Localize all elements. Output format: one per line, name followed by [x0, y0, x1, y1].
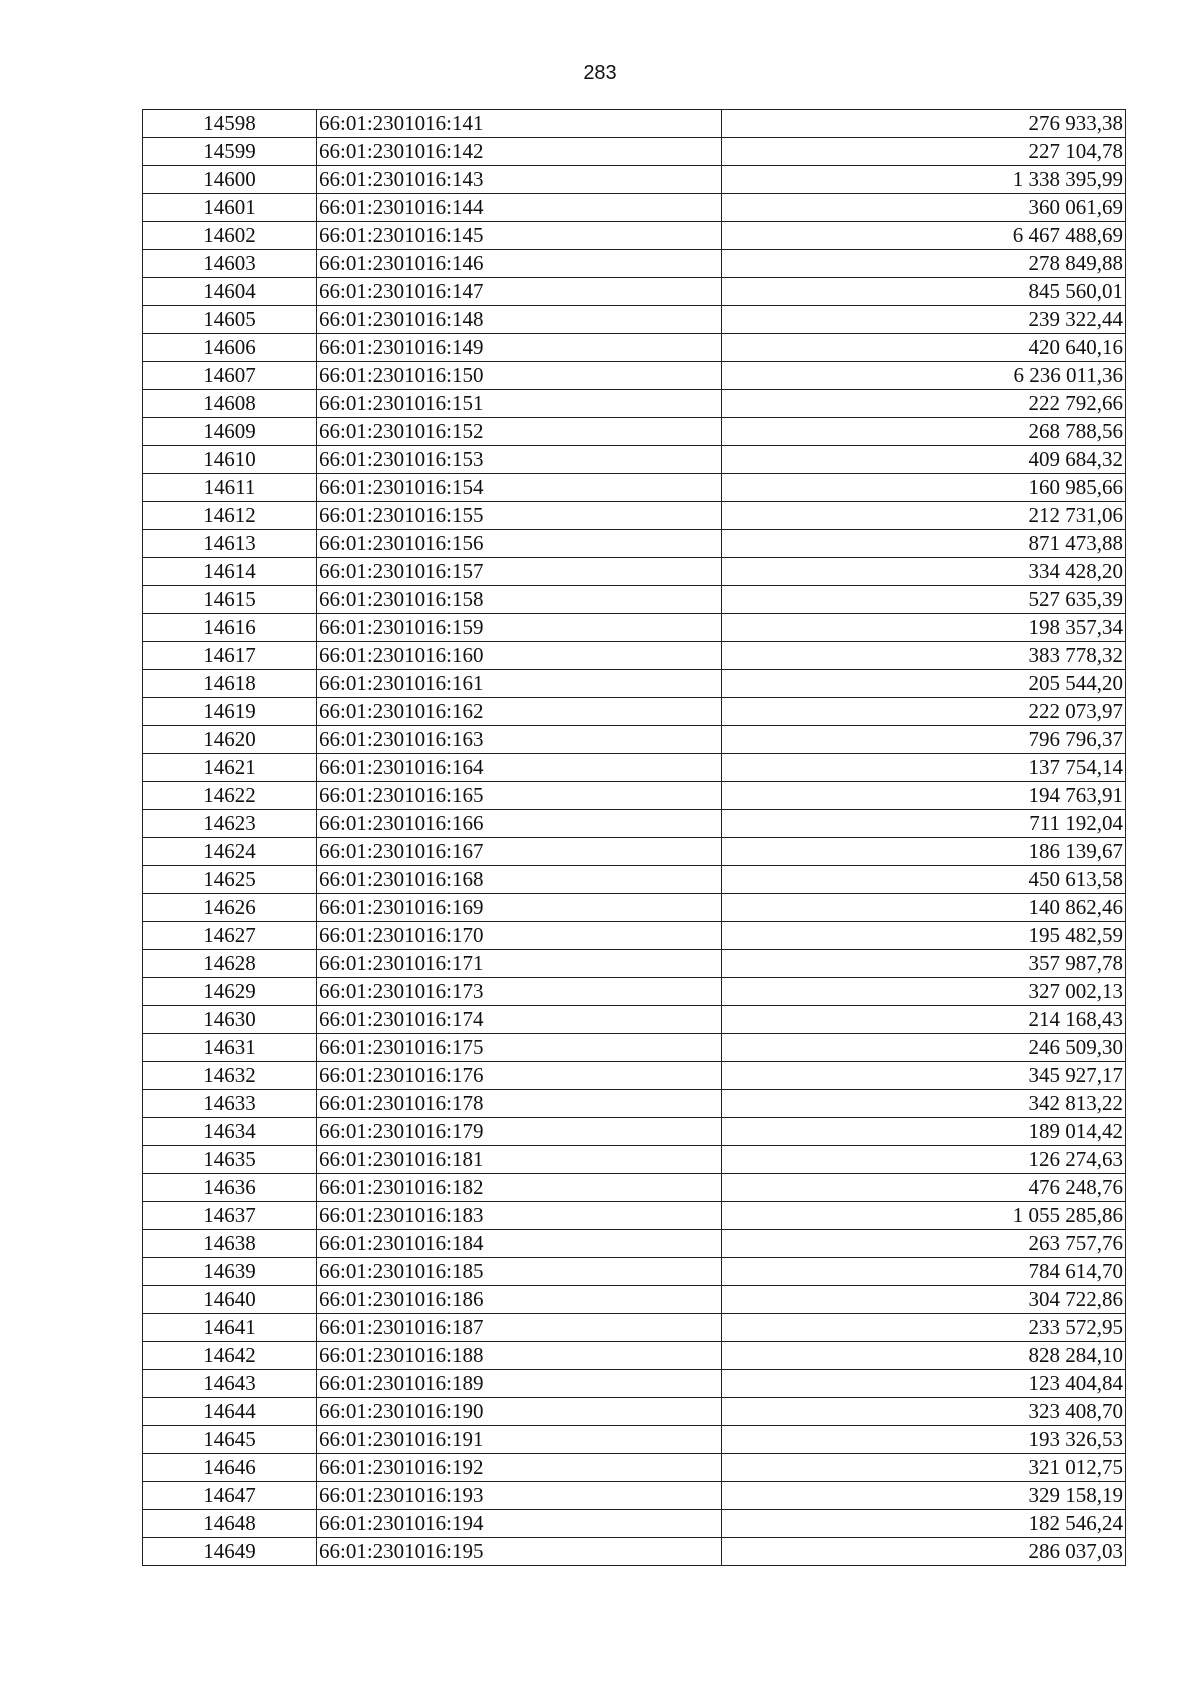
cadastral-number-cell: 66:01:2301016:170	[317, 922, 722, 950]
table-row	[143, 1006, 1126, 1034]
row-number-cell: 14637	[143, 1202, 317, 1230]
row-number-cell: 14620	[143, 726, 317, 754]
row-number-cell: 14608	[143, 390, 317, 418]
cadastral-value-cell: 1 338 395,99	[722, 166, 1126, 194]
cadastral-value-cell: 527 635,39	[722, 586, 1126, 614]
cadastral-value-cell: 227 104,78	[722, 138, 1126, 166]
cadastral-number-cell: 66:01:2301016:165	[317, 782, 722, 810]
page-number: 283	[583, 62, 617, 84]
cadastral-value-cell: 828 284,10	[722, 1342, 1126, 1370]
cadastral-value-cell: 222 073,97	[722, 698, 1126, 726]
cadastral-number-cell: 66:01:2301016:195	[317, 1538, 722, 1566]
cadastral-value-cell: 321 012,75	[722, 1454, 1126, 1482]
table-row	[143, 1146, 1126, 1174]
row-number-cell: 14619	[143, 698, 317, 726]
cadastral-value-cell: 476 248,76	[722, 1174, 1126, 1202]
cadastral-value-cell: 246 509,30	[722, 1034, 1126, 1062]
cadastral-number-cell: 66:01:2301016:151	[317, 390, 722, 418]
table-row	[143, 1538, 1126, 1566]
cadastral-number-cell: 66:01:2301016:178	[317, 1090, 722, 1118]
row-number-cell: 14644	[143, 1398, 317, 1426]
cadastral-value-cell: 137 754,14	[722, 754, 1126, 782]
row-number-cell: 14613	[143, 530, 317, 558]
row-number-cell: 14600	[143, 166, 317, 194]
row-number-cell: 14599	[143, 138, 317, 166]
row-number-cell: 14625	[143, 866, 317, 894]
cadastral-number-cell: 66:01:2301016:166	[317, 810, 722, 838]
cadastral-value-cell: 711 192,04	[722, 810, 1126, 838]
cadastral-value-cell: 123 404,84	[722, 1370, 1126, 1398]
table-row	[143, 1398, 1126, 1426]
cadastral-number-cell: 66:01:2301016:192	[317, 1454, 722, 1482]
table-row	[143, 474, 1126, 502]
row-number-cell: 14626	[143, 894, 317, 922]
cadastral-number-cell: 66:01:2301016:179	[317, 1118, 722, 1146]
cadastral-value-cell: 304 722,86	[722, 1286, 1126, 1314]
cadastral-value-cell: 239 322,44	[722, 306, 1126, 334]
table-row	[143, 390, 1126, 418]
cadastral-number-cell: 66:01:2301016:145	[317, 222, 722, 250]
cadastral-value-cell: 126 274,63	[722, 1146, 1126, 1174]
table-row	[143, 558, 1126, 586]
cadastral-value-cell: 214 168,43	[722, 1006, 1126, 1034]
row-number-cell: 14611	[143, 474, 317, 502]
row-number-cell: 14627	[143, 922, 317, 950]
cadastral-number-cell: 66:01:2301016:162	[317, 698, 722, 726]
table-row	[143, 1174, 1126, 1202]
cadastral-value-cell: 140 862,46	[722, 894, 1126, 922]
row-number-cell: 14598	[143, 110, 317, 138]
row-number-cell: 14610	[143, 446, 317, 474]
table-row	[143, 698, 1126, 726]
cadastral-number-cell: 66:01:2301016:159	[317, 614, 722, 642]
table-row	[143, 250, 1126, 278]
table-row	[143, 1454, 1126, 1482]
table-row	[143, 586, 1126, 614]
cadastral-value-cell: 360 061,69	[722, 194, 1126, 222]
table-row	[143, 950, 1126, 978]
table-row	[143, 866, 1126, 894]
cadastral-number-cell: 66:01:2301016:153	[317, 446, 722, 474]
cadastral-value-cell: 160 985,66	[722, 474, 1126, 502]
table-row	[143, 894, 1126, 922]
row-number-cell: 14604	[143, 278, 317, 306]
table-row	[143, 670, 1126, 698]
cadastral-number-cell: 66:01:2301016:185	[317, 1258, 722, 1286]
row-number-cell: 14618	[143, 670, 317, 698]
row-number-cell: 14643	[143, 1370, 317, 1398]
cadastral-value-cell: 198 357,34	[722, 614, 1126, 642]
table-row	[143, 1342, 1126, 1370]
table-row	[143, 782, 1126, 810]
row-number-cell: 14648	[143, 1510, 317, 1538]
row-number-cell: 14645	[143, 1426, 317, 1454]
cadastral-number-cell: 66:01:2301016:193	[317, 1482, 722, 1510]
cadastral-value-cell: 6 467 488,69	[722, 222, 1126, 250]
cadastral-number-cell: 66:01:2301016:183	[317, 1202, 722, 1230]
cadastral-value-cell: 263 757,76	[722, 1230, 1126, 1258]
row-number-cell: 14615	[143, 586, 317, 614]
row-number-cell: 14628	[143, 950, 317, 978]
cadastral-value-cell: 193 326,53	[722, 1426, 1126, 1454]
row-number-cell: 14639	[143, 1258, 317, 1286]
cadastral-number-cell: 66:01:2301016:175	[317, 1034, 722, 1062]
row-number-cell: 14633	[143, 1090, 317, 1118]
row-number-cell: 14635	[143, 1146, 317, 1174]
cadastral-value-cell: 195 482,59	[722, 922, 1126, 950]
cadastral-number-cell: 66:01:2301016:161	[317, 670, 722, 698]
row-number-cell: 14640	[143, 1286, 317, 1314]
row-number-cell: 14646	[143, 1454, 317, 1482]
cadastral-number-cell: 66:01:2301016:146	[317, 250, 722, 278]
table-row	[143, 810, 1126, 838]
cadastral-number-cell: 66:01:2301016:155	[317, 502, 722, 530]
table-row	[143, 502, 1126, 530]
table-row	[143, 1258, 1126, 1286]
cadastral-number-cell: 66:01:2301016:194	[317, 1510, 722, 1538]
table-row	[143, 446, 1126, 474]
cadastral-number-cell: 66:01:2301016:184	[317, 1230, 722, 1258]
cadastral-value-cell: 1 055 285,86	[722, 1202, 1126, 1230]
cadastral-number-cell: 66:01:2301016:188	[317, 1342, 722, 1370]
cadastral-value-cell: 212 731,06	[722, 502, 1126, 530]
row-number-cell: 14632	[143, 1062, 317, 1090]
row-number-cell: 14606	[143, 334, 317, 362]
cadastral-number-cell: 66:01:2301016:149	[317, 334, 722, 362]
cadastral-number-cell: 66:01:2301016:144	[317, 194, 722, 222]
row-number-cell: 14621	[143, 754, 317, 782]
cadastral-number-cell: 66:01:2301016:173	[317, 978, 722, 1006]
row-number-cell: 14629	[143, 978, 317, 1006]
table-row	[143, 530, 1126, 558]
cadastral-number-cell: 66:01:2301016:143	[317, 166, 722, 194]
cadastral-value-cell: 194 763,91	[722, 782, 1126, 810]
table-row	[143, 1370, 1126, 1398]
cadastral-number-cell: 66:01:2301016:156	[317, 530, 722, 558]
cadastral-value-cell: 323 408,70	[722, 1398, 1126, 1426]
cadastral-number-cell: 66:01:2301016:148	[317, 306, 722, 334]
cadastral-value-cell: 784 614,70	[722, 1258, 1126, 1286]
cadastral-value-cell: 845 560,01	[722, 278, 1126, 306]
cadastral-value-cell: 222 792,66	[722, 390, 1126, 418]
cadastral-value-cell: 409 684,32	[722, 446, 1126, 474]
cadastral-number-cell: 66:01:2301016:163	[317, 726, 722, 754]
cadastral-value-cell: 182 546,24	[722, 1510, 1126, 1538]
row-number-cell: 14636	[143, 1174, 317, 1202]
cadastral-value-cell: 796 796,37	[722, 726, 1126, 754]
row-number-cell: 14647	[143, 1482, 317, 1510]
cadastral-number-cell: 66:01:2301016:164	[317, 754, 722, 782]
table-row	[143, 1118, 1126, 1146]
cadastral-number-cell: 66:01:2301016:176	[317, 1062, 722, 1090]
cadastral-value-cell: 450 613,58	[722, 866, 1126, 894]
cadastral-number-cell: 66:01:2301016:189	[317, 1370, 722, 1398]
cadastral-number-cell: 66:01:2301016:182	[317, 1174, 722, 1202]
cadastral-number-cell: 66:01:2301016:168	[317, 866, 722, 894]
cadastral-value-cell: 329 158,19	[722, 1482, 1126, 1510]
table-row	[143, 1482, 1126, 1510]
cadastral-value-cell: 383 778,32	[722, 642, 1126, 670]
table-row	[143, 362, 1126, 390]
table-row	[143, 1062, 1126, 1090]
cadastral-value-cell: 342 813,22	[722, 1090, 1126, 1118]
cadastral-number-cell: 66:01:2301016:160	[317, 642, 722, 670]
cadastral-number-cell: 66:01:2301016:152	[317, 418, 722, 446]
table-row	[143, 754, 1126, 782]
table-row	[143, 194, 1126, 222]
cadastral-number-cell: 66:01:2301016:141	[317, 110, 722, 138]
cadastral-number-cell: 66:01:2301016:171	[317, 950, 722, 978]
table-row	[143, 166, 1126, 194]
row-number-cell: 14630	[143, 1006, 317, 1034]
cadastral-value-cell: 278 849,88	[722, 250, 1126, 278]
table-row	[143, 222, 1126, 250]
row-number-cell: 14624	[143, 838, 317, 866]
cadastral-value-cell: 327 002,13	[722, 978, 1126, 1006]
cadastral-value-cell: 276 933,38	[722, 110, 1126, 138]
table-row	[143, 1426, 1126, 1454]
cadastral-number-cell: 66:01:2301016:147	[317, 278, 722, 306]
cadastral-value-cell: 871 473,88	[722, 530, 1126, 558]
cadastral-value-cell: 186 139,67	[722, 838, 1126, 866]
row-number-cell: 14642	[143, 1342, 317, 1370]
cadastral-number-cell: 66:01:2301016:191	[317, 1426, 722, 1454]
cadastral-number-cell: 66:01:2301016:150	[317, 362, 722, 390]
row-number-cell: 14634	[143, 1118, 317, 1146]
table-row	[143, 278, 1126, 306]
table-row	[143, 726, 1126, 754]
row-number-cell: 14607	[143, 362, 317, 390]
cadastral-number-cell: 66:01:2301016:187	[317, 1314, 722, 1342]
table-row	[143, 614, 1126, 642]
cadastral-number-cell: 66:01:2301016:167	[317, 838, 722, 866]
table-row	[143, 978, 1126, 1006]
cadastral-value-cell: 345 927,17	[722, 1062, 1126, 1090]
table-row	[143, 418, 1126, 446]
table-row	[143, 1090, 1126, 1118]
cadastral-value-cell: 357 987,78	[722, 950, 1126, 978]
cadastral-value-cell: 233 572,95	[722, 1314, 1126, 1342]
row-number-cell: 14623	[143, 810, 317, 838]
cadastral-number-cell: 66:01:2301016:157	[317, 558, 722, 586]
table-row	[143, 1314, 1126, 1342]
row-number-cell: 14617	[143, 642, 317, 670]
row-number-cell: 14605	[143, 306, 317, 334]
cadastral-value-cell: 189 014,42	[722, 1118, 1126, 1146]
cadastral-value-cell: 205 544,20	[722, 670, 1126, 698]
row-number-cell: 14603	[143, 250, 317, 278]
table-row	[143, 838, 1126, 866]
table-row	[143, 306, 1126, 334]
table-row	[143, 110, 1126, 138]
cadastral-number-cell: 66:01:2301016:190	[317, 1398, 722, 1426]
cadastral-value-cell: 420 640,16	[722, 334, 1126, 362]
row-number-cell: 14649	[143, 1538, 317, 1566]
cadastral-number-cell: 66:01:2301016:169	[317, 894, 722, 922]
table-row	[143, 922, 1126, 950]
cadastral-value-cell: 286 037,03	[722, 1538, 1126, 1566]
table-row	[143, 1202, 1126, 1230]
table-row	[143, 138, 1126, 166]
row-number-cell: 14616	[143, 614, 317, 642]
cadastral-value-cell: 6 236 011,36	[722, 362, 1126, 390]
table-body	[143, 110, 1126, 1566]
cadastral-number-cell: 66:01:2301016:142	[317, 138, 722, 166]
table-row	[143, 1230, 1126, 1258]
cadastral-number-cell: 66:01:2301016:186	[317, 1286, 722, 1314]
row-number-cell: 14601	[143, 194, 317, 222]
row-number-cell: 14612	[143, 502, 317, 530]
cadastral-number-cell: 66:01:2301016:174	[317, 1006, 722, 1034]
row-number-cell: 14614	[143, 558, 317, 586]
cadastral-value-cell: 334 428,20	[722, 558, 1126, 586]
table-row	[143, 334, 1126, 362]
row-number-cell: 14638	[143, 1230, 317, 1258]
cadastral-value-cell: 268 788,56	[722, 418, 1126, 446]
cadastral-number-cell: 66:01:2301016:158	[317, 586, 722, 614]
row-number-cell: 14641	[143, 1314, 317, 1342]
table-row	[143, 642, 1126, 670]
row-number-cell: 14631	[143, 1034, 317, 1062]
row-number-cell: 14622	[143, 782, 317, 810]
row-number-cell: 14609	[143, 418, 317, 446]
cadastral-number-cell: 66:01:2301016:154	[317, 474, 722, 502]
cadastral-number-cell: 66:01:2301016:181	[317, 1146, 722, 1174]
table-row	[143, 1510, 1126, 1538]
table-row	[143, 1034, 1126, 1062]
row-number-cell: 14602	[143, 222, 317, 250]
table-row	[143, 1286, 1126, 1314]
cadastral-value-table	[142, 109, 1126, 1566]
